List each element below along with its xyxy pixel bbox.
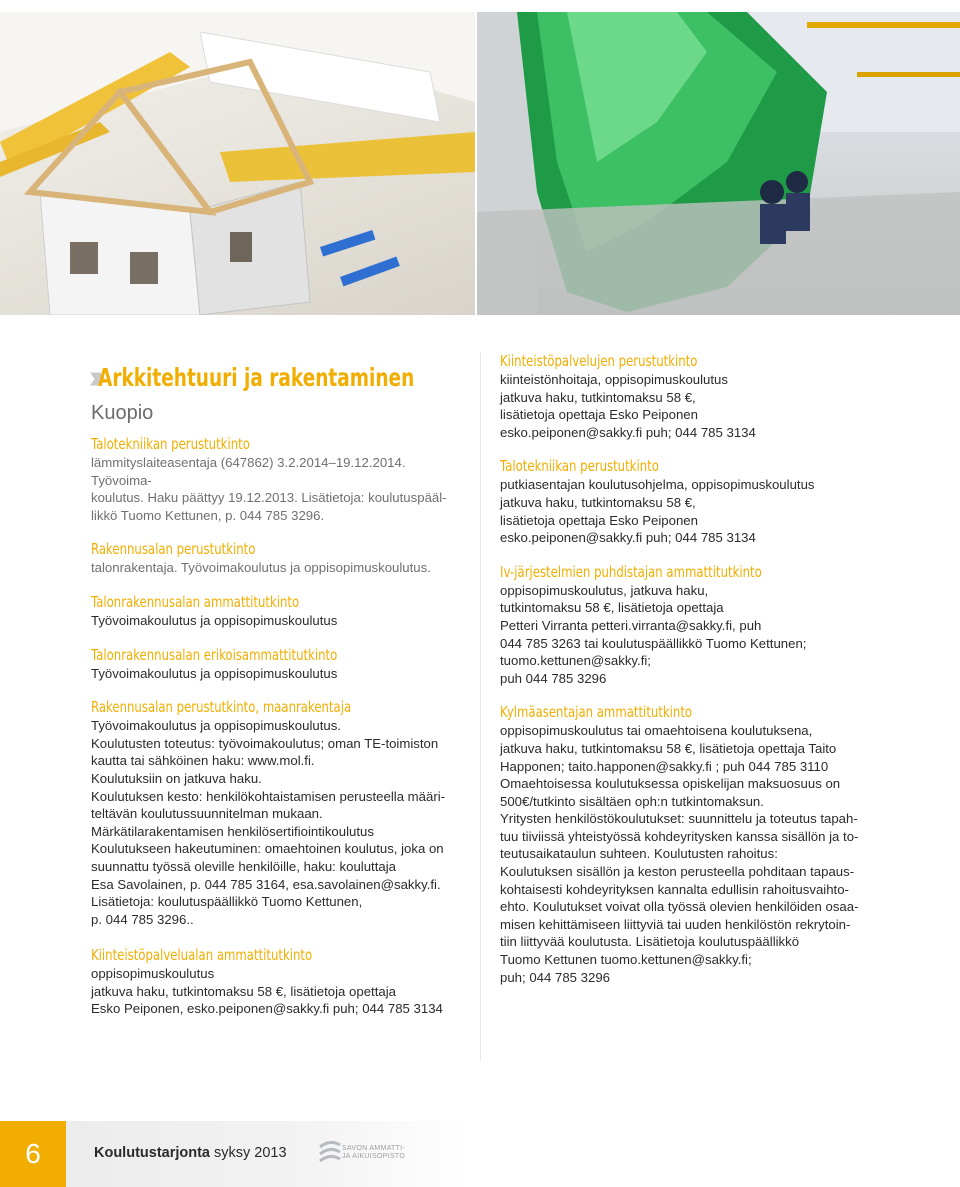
section-text-line: putkiasentajan koulutusohjelma, oppisopimuskoulutus [500,477,815,493]
section-heading [89,352,463,402]
footer-title [94,1145,287,1161]
section-text-line: tiin liittyvää koulutusta. Lisätietoja koulutuspäällikkö [500,934,800,950]
footer-title-rest: syksy 2013 [210,1145,287,1161]
section-text-line: Koulutusten toteutus: työvoimakoulutus; oman TE-toimiston [91,735,439,751]
page-title: Arkkitehtuuri ja rakentaminen [97,362,415,392]
section-text-line: oppisopimuskoulutus [91,966,215,982]
right-sections [500,352,872,986]
section-text-line: lämmityslaiteasentaja (647862) 3.2.2014–19.12.2014. Työvoima- [91,455,406,488]
section-title: Kiinteistöpalvelualan ammattitutkinto [91,946,313,965]
section-text-line: 044 785 3263 tai koulutuspäällikkö Tuomo Kettunen; [500,635,807,651]
section-title: Talonrakennusalan ammattitutkinto [91,592,300,611]
section-text-line: puh 044 785 3296 [500,670,607,686]
section-text-line: p. 044 785 3296.. [91,911,194,927]
section-text-line: Esko Peiponen, esko.peiponen@sakky.fi puh; 044 785 3134 [91,1001,443,1017]
logo-line-2: JA AIKUISOPISTO [342,1153,406,1160]
section-title: Talonrakennusalan erikoisammattitutkinto [91,645,338,664]
section-text-line: teltävän koulutussuunnitelman mukaan. [91,806,323,822]
section-text-line: koulutus. Haku päättyy 19.12.2013. Lisätietoja: koulutuspääl- [91,490,447,506]
footer-title-bold: Koulutustarjonta [94,1145,210,1161]
section-text-line: Koulutuksen sisällön ja keston perusteella pohditaan tapaus- [500,864,855,880]
section-text-line: esko.peiponen@sakky.fi puh; 044 785 3134 [500,530,756,546]
section-text-line: puh; 044 785 3296 [500,969,611,985]
section-text-line: Tuomo Kettunen tuomo.kettunen@sakky.fi; [500,952,752,968]
section-text-line: 500€/tutkinto sisältäen oph:n tutkintomaksun. [500,793,764,809]
section-title: Rakennusalan perustutkinto [91,540,256,559]
city-name: Kuopio [91,402,154,424]
column-divider [480,352,481,1060]
section-title: Talotekniikan perustutkinto [91,435,250,453]
logo-line-1: SAVON AMMATTI- [342,1145,406,1152]
section-text-line: Koulutuksen kesto: henkilökohtaistamisen perusteella määri- [91,788,446,804]
photo-boat-hull [477,12,960,315]
section-text-line: Yritysten henkilöstökoulutukset: suunnittelu ja toteutus tapah- [500,811,858,827]
section-text-line: likkö Tuomo Kettunen, p. 044 785 3296. [91,507,325,523]
section-text-line: kohtaisesti kohdeyrityksen kannalta edullisin rahoitusvaihto- [500,881,849,897]
section-text-line: lisätietoja opettaja Esko Peiponen [500,407,698,423]
boat-hull-illustration [477,12,960,315]
section-text-line: Työvoimakoulutus ja oppisopimuskoulutus. [91,718,341,734]
section-text-line: Koulutukseen hakeutuminen: omaehtoinen koulutus, joka on [91,841,444,857]
section-text-line: talonrakentaja. Työvoimakoulutus ja oppisopimuskoulutus. [91,560,431,576]
section-text-line: Esa Savolainen, p. 044 785 3164, esa.savolainen@sakky.fi. [91,876,441,892]
section-text-line: Omaehtoisessa koulutuksessa opiskelijan maksuosuus on [500,776,841,792]
section-text-line: Petteri Virranta petteri.virranta@sakky.fi, puh [500,617,762,633]
section-text-line: kiinteistönhoitaja, oppisopimuskoulutus [500,372,728,387]
section-text-line: kautta tai sähköinen haku: www.mol.fi. [91,753,315,769]
right-column [500,352,872,986]
section-text-line: jatkuva haku, tutkintomaksu 58 €, lisätietoja opettaja [91,983,396,999]
section-text-line: teutusaikataulun suhteen. Koulutusten rahoitus: [500,846,778,862]
house-model-illustration [0,12,475,315]
section-text-line: esko.peiponen@sakky.fi puh; 044 785 3134 [500,424,756,440]
section-text-line: oppisopimuskoulutus tai omaehtoisena koulutuksena, [500,723,813,739]
page-number-box [0,1121,66,1187]
section-text-line: Märkätilarakentamisen henkilösertifiointikoulutus [91,823,374,839]
section-text-line: Työvoimakoulutus ja oppisopimuskoulutus [91,665,338,681]
section-text-line: tutkintomaksu 58 €, lisätietoja opettaja [500,600,724,616]
section-text-line: Happonen; taito.happonen@sakky.fi ; puh 044 785 3110 [500,758,829,774]
section-text-line: Työvoimakoulutus ja oppisopimuskoulutus [91,612,338,628]
section-title: Talotekniikan perustutkinto [500,457,659,476]
section-text-line: misen kehittämiseen liittyviä tai uuden henkilöstön rekrytoin- [500,916,851,932]
section-title: Kiinteistöpalvelujen perustutkinto [500,352,698,370]
section-text-line: oppisopimuskoulutus, jatkuva haku, [500,582,709,598]
section-title: Iv-järjestelmien puhdistajan ammattitutkinto [500,562,762,581]
section-text-line: jatkuva haku, tutkintomaksu 58 €, [500,389,696,405]
left-column [91,352,463,1018]
page-number: 6 [25,1138,41,1169]
section-text-line: lisätietoja opettaja Esko Peiponen [500,512,698,528]
page-footer [0,1121,960,1187]
section-text-line: jatkuva haku, tutkintomaksu 58 €, lisätietoja opettaja Taito [500,740,837,756]
section-text-line: suunnattu työssä oleville henkilöille, haku: kouluttaja [91,858,396,874]
left-sections [91,435,463,1018]
section-text-line: Lisätietoja: koulutuspäällikkö Tuomo Kettunen, [91,894,363,910]
section-text-line: Koulutuksiin on jatkuva haku. [91,770,262,786]
section-text-line: jatkuva haku, tutkintomaksu 58 €, [500,494,696,510]
section-text-line: tuomo.kettunen@sakky.fi; [500,653,651,669]
section-text-line: ehto. Koulutukset voivat olla työssä olevien henkilöiden osaa- [500,899,859,915]
photo-house-model [0,12,475,315]
section-title: Kylmäasentajan ammattitutkinto [500,703,693,722]
section-text-line: tuu tiiviissä yhteistyössä kohdeyritysken kanssa sisällön ja to- [500,828,859,844]
double-chevron-icon: ››› [89,358,98,395]
section-title: Rakennusalan perustutkinto, maanrakentaja [91,698,352,717]
logo-text [342,1145,405,1161]
